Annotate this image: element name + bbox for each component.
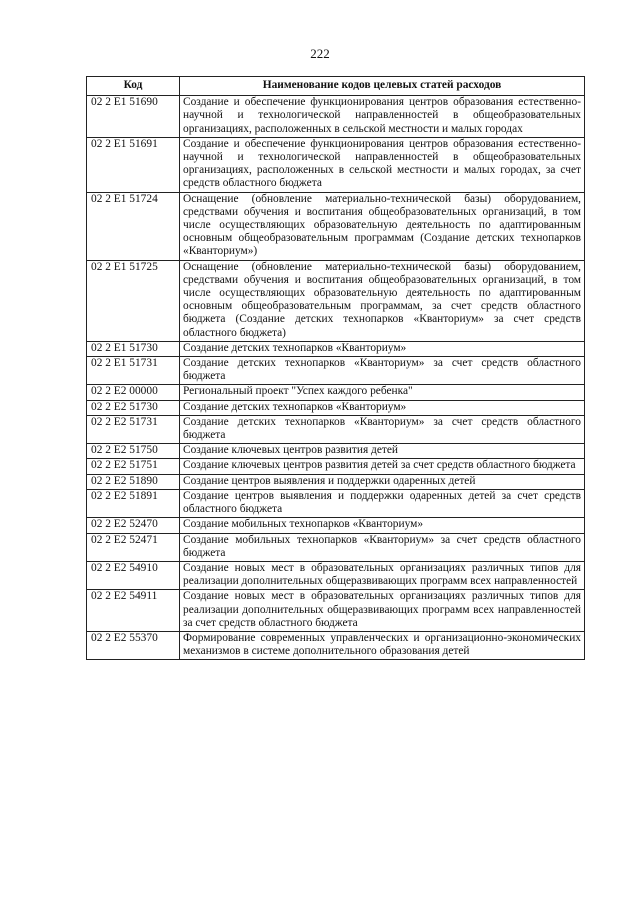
row-code: 02 2 E2 51750 — [87, 444, 180, 459]
row-code: 02 2 E2 00000 — [87, 385, 180, 400]
row-code: 02 2 E1 51731 — [87, 357, 180, 385]
row-code: 02 2 E2 51751 — [87, 459, 180, 474]
table-row — [87, 96, 585, 138]
table-row — [87, 533, 585, 561]
row-name: Создание и обеспечение функционирования центров образования естественно-научной и технологической направленностей в общеобразовательных организациях, расположенных в сельской местности и малых городах — [180, 96, 585, 138]
row-code: 02 2 E2 51891 — [87, 489, 180, 517]
row-code: 02 2 E2 51890 — [87, 474, 180, 489]
row-name: Создание новых мест в образовательных организациях различных типов для реализации дополнительных общеразвивающих программ всех направленностей за счет средств областного бюджета — [180, 590, 585, 632]
row-name: Региональный проект "Успех каждого ребенка" — [180, 385, 585, 400]
row-name: Создание детских технопарков «Кванториум» — [180, 400, 585, 415]
table-row — [87, 192, 585, 260]
row-code: 02 2 E2 52471 — [87, 533, 180, 561]
table-row — [87, 459, 585, 474]
row-name: Создание новых мест в образовательных организациях различных типов для реализации дополнительных общеразвивающих программ всех направленностей — [180, 561, 585, 589]
table-row — [87, 137, 585, 192]
table-row — [87, 341, 585, 356]
row-name: Создание ключевых центров развития детей за счет средств областного бюджета — [180, 459, 585, 474]
row-code: 02 2 E1 51724 — [87, 192, 180, 260]
table-row — [87, 561, 585, 589]
row-name: Создание центров выявления и поддержки одаренных детей — [180, 474, 585, 489]
table-row — [87, 260, 585, 341]
page-number: 222 — [310, 46, 330, 61]
row-code: 02 2 E2 55370 — [87, 631, 180, 659]
row-code: 02 2 E2 54910 — [87, 561, 180, 589]
column-header-code: Код — [87, 77, 180, 96]
table-row — [87, 518, 585, 533]
row-code: 02 2 E2 51731 — [87, 415, 180, 443]
row-name: Создание мобильных технопарков «Кванториум» за счет средств областного бюджета — [180, 533, 585, 561]
row-name: Создание детских технопарков «Кванториум» за счет средств областного бюджета — [180, 415, 585, 443]
row-name: Создание и обеспечение функционирования центров образования естественно-научной и технологической направленностей в общеобразовательных организациях, расположенных в сельской местности и малых городах, за счет средств областного бюджета — [180, 137, 585, 192]
table-row — [87, 357, 585, 385]
table-row — [87, 489, 585, 517]
row-code: 02 2 E1 51691 — [87, 137, 180, 192]
row-name: Оснащение (обновление материально-технической базы) оборудованием, средствами обучения и воспитания общеобразовательных организаций, в том числе осуществляющих образовательную деятельность по адаптированным основным общеобразовательным программам (Создание детских технопарков «Кванториум») — [180, 192, 585, 260]
table-row — [87, 385, 585, 400]
row-name: Создание центров выявления и поддержки одаренных детей за счет средств областного бюджета — [180, 489, 585, 517]
row-code: 02 2 E1 51725 — [87, 260, 180, 341]
row-name: Создание детских технопарков «Кванториум» за счет средств областного бюджета — [180, 357, 585, 385]
column-header-name: Наименование кодов целевых статей расходов — [180, 77, 585, 96]
row-name: Оснащение (обновление материально-технической базы) оборудованием, средствами обучения и воспитания общеобразовательных организаций, в том числе осуществляющих образовательную деятельность по адаптированным основным общеобразовательным программам, за счет средств областного бюджета (Создание детских технопарков «Кванториум» за счет средств областного бюджета) — [180, 260, 585, 341]
row-name: Создание детских технопарков «Кванториум» — [180, 341, 585, 356]
table-row — [87, 415, 585, 443]
row-name: Формирование современных управленческих и организационно-экономических механизмов в системе дополнительного образования детей — [180, 631, 585, 659]
budget-codes-table — [86, 76, 585, 660]
table-row — [87, 590, 585, 632]
table-row — [87, 474, 585, 489]
table-row — [87, 400, 585, 415]
table-row — [87, 631, 585, 659]
row-code: 02 2 E2 51730 — [87, 400, 180, 415]
row-name: Создание ключевых центров развития детей — [180, 444, 585, 459]
row-code: 02 2 E1 51730 — [87, 341, 180, 356]
table-header-row — [87, 77, 585, 96]
row-code: 02 2 E2 54911 — [87, 590, 180, 632]
row-name: Создание мобильных технопарков «Кванториум» — [180, 518, 585, 533]
row-code: 02 2 E2 52470 — [87, 518, 180, 533]
row-code: 02 2 E1 51690 — [87, 96, 180, 138]
table-row — [87, 444, 585, 459]
